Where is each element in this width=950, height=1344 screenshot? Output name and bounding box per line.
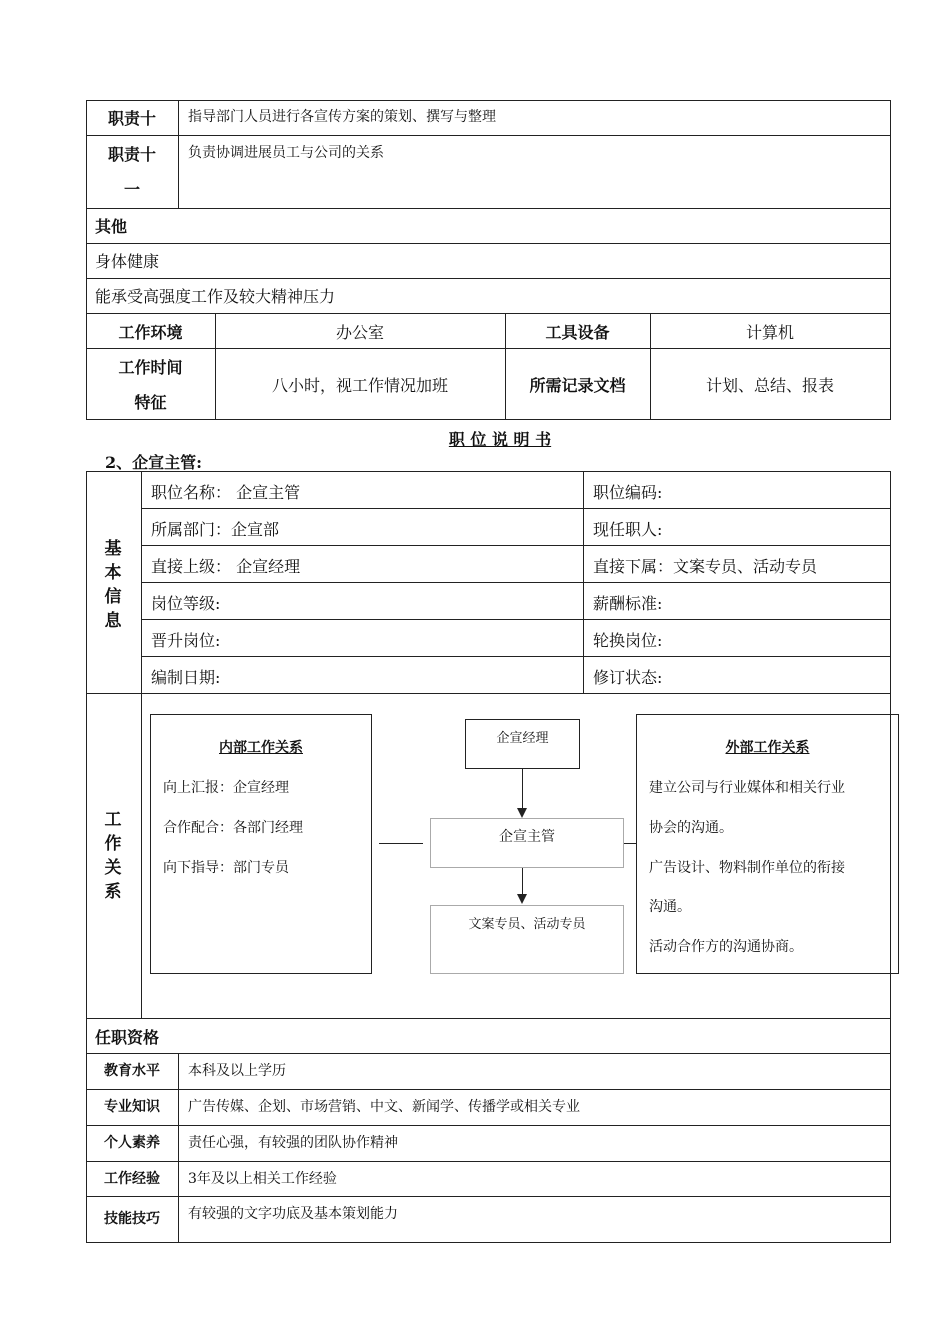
experience-label: 工作经验 (104, 1171, 160, 1187)
duty-11-label-line1: 职责十 (107, 145, 156, 164)
knowledge-label: 专业知识 (104, 1099, 160, 1115)
basic-info-char-4: 息 (104, 611, 122, 631)
external-line-3: 广告设计、物料制作单位的衔接 (649, 860, 845, 876)
direct-superior: 直接上级： 企宣经理 (151, 557, 301, 576)
position-name: 职位名称： 企宣主管 (151, 483, 301, 502)
position-code: 职位编码: (593, 483, 663, 502)
org-manager-label: 企宣经理 (496, 731, 549, 746)
arrow-1-line (522, 769, 523, 809)
time-label-line1: 工作时间 (118, 358, 183, 377)
department: 所属部门：企宣部 (151, 520, 280, 539)
arrow-down-icon (517, 808, 527, 818)
docs-value: 计划、总结、报表 (705, 376, 834, 395)
internal-relations-title: 内部工作关系 (219, 740, 303, 756)
doc-title: 职 位 说 明 书 (448, 430, 552, 449)
docs-label: 所需记录文档 (529, 376, 626, 395)
tools-value: 计算机 (745, 323, 794, 342)
env-label: 工作环境 (118, 323, 183, 342)
duty-11-text: 负责协调进展员工与公司的关系 (188, 145, 384, 161)
salary-standard: 薪酬标准: (593, 594, 663, 613)
revision-status: 修订状态: (593, 668, 663, 687)
arrow-down-icon (517, 894, 527, 904)
internal-guide-down: 向下指导：部门专员 (163, 860, 289, 876)
section-heading: 2、企宣主管: (105, 453, 203, 472)
external-line-1: 建立公司与行业媒体和相关行业 (649, 780, 845, 796)
other-item-health: 身体健康 (95, 252, 160, 271)
relations-char-2: 作 (104, 834, 122, 854)
duty-11-label-line2: 一 (123, 180, 140, 199)
arrow-2-line (522, 868, 523, 895)
duty-10-text: 指导部门人员进行各宣传方案的策划、撰写与整理 (188, 109, 496, 125)
internal-cooperation: 合作配合：各部门经理 (163, 820, 303, 836)
direct-subordinates: 直接下属：文案专员、活动专员 (593, 557, 818, 576)
experience-value: 3年及以上相关工作经验 (188, 1171, 337, 1187)
relations-char-1: 工 (104, 810, 122, 830)
relations-char-3: 关 (104, 858, 122, 878)
job-grade: 岗位等级: (151, 594, 221, 613)
time-value: 八小时，视工作情况加班 (271, 376, 448, 395)
other-item-pressure: 能承受高强度工作及较大精神压力 (95, 287, 336, 306)
external-line-5: 活动合作方的沟通协商。 (649, 939, 803, 955)
external-line-2: 协会的沟通。 (649, 820, 733, 836)
basic-info-char-3: 信 (104, 587, 122, 607)
org-specialists-label: 文案专员、活动专员 (468, 917, 586, 932)
relations-char-4: 系 (104, 882, 122, 902)
time-label-line2: 特征 (134, 393, 167, 412)
connector-right (624, 843, 636, 844)
current-holder: 现任职人: (593, 520, 663, 539)
connector-left (379, 843, 423, 844)
tools-label: 工具设备 (545, 323, 610, 342)
compile-date: 编制日期: (151, 668, 221, 687)
duty-10-label: 职责十 (107, 109, 156, 128)
org-supervisor-label: 企宣主管 (499, 829, 555, 845)
rotation-position: 轮换岗位: (593, 631, 663, 650)
external-line-4: 沟通。 (649, 899, 691, 915)
skills-label: 技能技巧 (104, 1211, 160, 1227)
education-label: 教育水平 (104, 1063, 160, 1079)
other-heading: 其他 (95, 217, 128, 236)
env-value: 办公室 (335, 323, 384, 342)
basic-info-char-2: 本 (104, 563, 122, 583)
skills-value: 有较强的文字功底及基本策划能力 (188, 1206, 398, 1222)
personal-quality-label: 个人素养 (104, 1135, 160, 1151)
knowledge-value: 广告传媒、企划、市场营销、中文、新闻学、传播学或相关专业 (188, 1099, 580, 1115)
qualifications-heading: 任职资格 (95, 1028, 160, 1047)
promotion-position: 晋升岗位: (151, 631, 221, 650)
internal-report-up: 向上汇报：企宣经理 (163, 780, 289, 796)
basic-info-char-1: 基 (104, 539, 122, 559)
education-value: 本科及以上学历 (188, 1063, 286, 1079)
external-relations-title: 外部工作关系 (725, 740, 810, 756)
personal-quality-value: 责任心强，有较强的团队协作精神 (188, 1135, 398, 1151)
